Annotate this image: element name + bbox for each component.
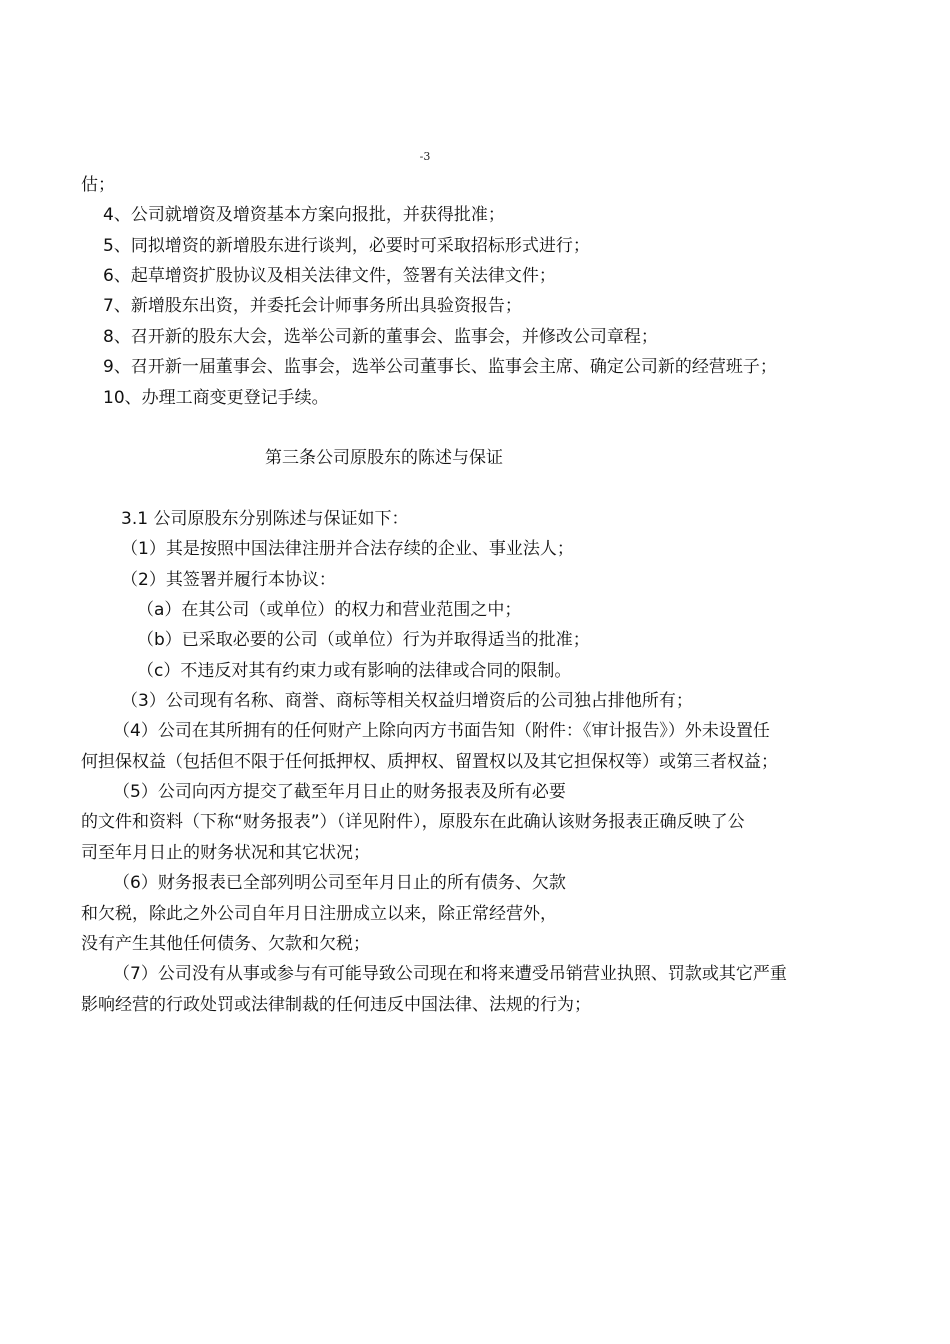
clause-item-continuation: 没有产生其他任何债务、欠款和欠税； — [81, 934, 370, 954]
sub-clause-item: （c）不违反对其有约束力或有影响的法律或合同的限制。 — [137, 661, 572, 681]
clause-item: （5）公司向丙方提交了截至年月日止的财务报表及所有必要 — [113, 782, 566, 802]
page-number: -3 — [419, 150, 431, 163]
list-item: 7、新增股东出资，并委托会计师事务所出具验资报告； — [103, 296, 522, 316]
sub-clause-item: （a）在其公司（或单位）的权力和营业范围之中； — [137, 600, 522, 620]
list-item: 4、公司就增资及增资基本方案向报批，并获得批准； — [103, 205, 505, 225]
clause-item: （4）公司在其所拥有的任何财产上除向丙方书面告知（附件：《审计报告》）外未设置任 — [113, 721, 770, 741]
clause-item-continuation: 何担保权益（包括但不限于任何抵押权、质押权、留置权以及其它担保权等）或第三者权益； — [81, 752, 778, 772]
list-item: 8、召开新的股东大会，选举公司新的董事会、监事会，并修改公司章程； — [103, 327, 658, 347]
section-heading: 第三条公司原股东的陈述与保证 — [265, 448, 503, 468]
clause-item-continuation: 和欠税，除此之外公司自年月日注册成立以来，除正常经营外， — [81, 904, 557, 924]
clause-item: （7）公司没有从事或参与有可能导致公司现在和将来遭受吊销营业执照、罚款或其它严重 — [113, 964, 787, 984]
clause-item: （3）公司现有名称、商誉、商标等相关权益归增资后的公司独占排他所有； — [121, 691, 693, 711]
list-item: 9、召开新一届董事会、监事会，选举公司董事长、监事会主席、确定公司新的经营班子； — [103, 357, 777, 377]
clause-item: （6）财务报表已全部列明公司至年月日止的所有债务、欠款 — [113, 873, 566, 893]
clause-item-continuation: 司至年月日止的财务状况和其它状况； — [81, 843, 370, 863]
list-item: 10、办理工商变更登记手续。 — [103, 388, 329, 408]
clause-item: （2）其签署并履行本协议： — [121, 570, 336, 590]
clause-title: 3.1 公司原股东分别陈述与保证如下： — [121, 509, 409, 529]
list-item: 6、起草增资扩股协议及相关法律文件，签署有关法律文件； — [103, 266, 556, 286]
sub-clause-item: （b）已采取必要的公司（或单位）行为并取得适当的批准； — [137, 630, 590, 650]
text-line: 估； — [81, 175, 115, 195]
clause-item-continuation: 的文件和资料（下称“财务报表”）（详见附件），原股东在此确认该财务报表正确反映了公 — [81, 812, 745, 832]
clause-item: （1）其是按照中国法律注册并合法存续的企业、事业法人； — [121, 539, 574, 559]
list-item: 5、同拟增资的新增股东进行谈判，必要时可采取招标形式进行； — [103, 236, 590, 256]
clause-item-continuation: 影响经营的行政处罚或法律制裁的任何违反中国法律、法规的行为； — [81, 995, 591, 1015]
